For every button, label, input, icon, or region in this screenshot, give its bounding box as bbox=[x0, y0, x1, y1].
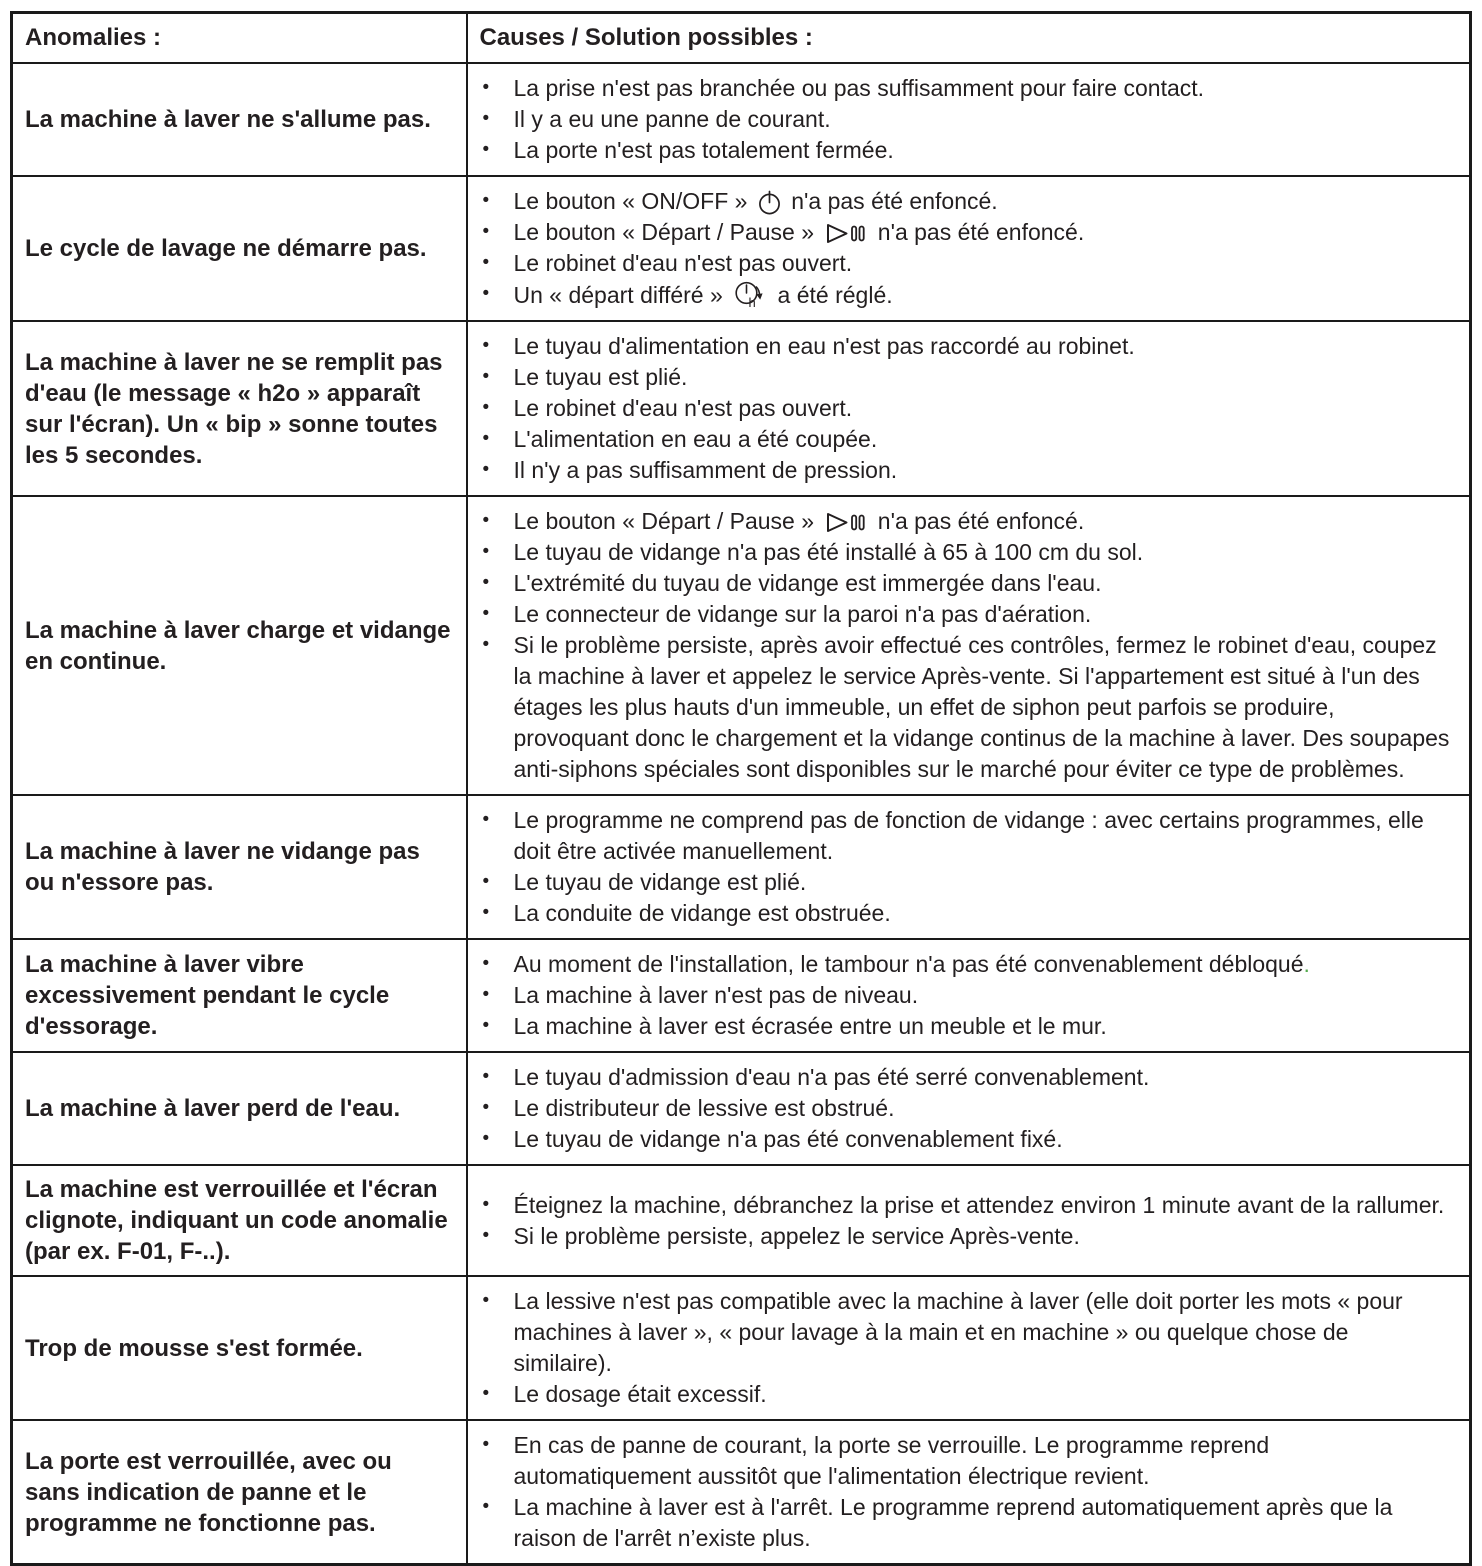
header-anomalies: Anomalies : bbox=[12, 13, 467, 64]
power-icon bbox=[758, 189, 781, 216]
cause-item bbox=[468, 104, 1452, 135]
bullet-icon: • bbox=[482, 572, 490, 593]
bullet-icon: • bbox=[482, 108, 490, 129]
cause-item bbox=[468, 980, 1452, 1011]
causes-list bbox=[468, 1286, 1452, 1410]
delay-timer-icon bbox=[733, 279, 767, 310]
cause-text-segment: Le bouton « ON/OFF » bbox=[513, 188, 754, 214]
bullet-icon: • bbox=[482, 510, 490, 531]
table-row bbox=[12, 176, 1471, 321]
bullet-icon: • bbox=[482, 428, 490, 449]
cause-item bbox=[468, 1124, 1452, 1155]
cause-text-segment: Un « départ différé » bbox=[513, 282, 730, 308]
cause-text-segment: L'extrémité du tuyau de vidange est immergée dans l'eau. bbox=[513, 570, 1102, 596]
causes-list bbox=[468, 331, 1452, 486]
cause-text-segment: L'alimentation en eau a été coupée. bbox=[513, 426, 878, 452]
bullet-icon: • bbox=[482, 283, 490, 304]
bullet-icon: • bbox=[482, 634, 490, 655]
anomaly-cell: Le cycle de lavage ne démarre pas. bbox=[12, 176, 467, 321]
bullet-icon: • bbox=[482, 1193, 490, 1215]
anomaly-cell: La machine à laver charge et vidange en continue. bbox=[12, 496, 467, 795]
bullet-icon: • bbox=[482, 139, 490, 160]
cause-text-segment: . bbox=[1303, 951, 1310, 977]
cause-text-segment: La porte n'est pas totalement fermée. bbox=[513, 137, 894, 163]
cause-item bbox=[468, 568, 1452, 599]
cause-text-segment: Éteignez la machine, débranchez la prise et attendez environ 1 minute avant de la rallumer. bbox=[513, 1191, 1445, 1218]
table-row bbox=[12, 1420, 1471, 1565]
cause-item bbox=[468, 248, 1452, 279]
cause-item bbox=[468, 279, 1452, 311]
cause-item bbox=[468, 805, 1452, 867]
table-header bbox=[12, 13, 1471, 64]
cause-text-segment: a été réglé. bbox=[771, 282, 893, 308]
cause-item bbox=[468, 424, 1452, 455]
cause-text-segment: Il n'y a pas suffisamment de pression. bbox=[513, 457, 898, 483]
cause-item bbox=[468, 1093, 1452, 1124]
header-row bbox=[12, 13, 1471, 64]
causes-list bbox=[468, 805, 1452, 929]
anomaly-cell: La machine à laver ne s'allume pas. bbox=[12, 63, 467, 176]
causes-list bbox=[468, 1062, 1452, 1155]
cause-item bbox=[468, 73, 1452, 104]
cause-item bbox=[468, 506, 1452, 537]
table-body bbox=[12, 63, 1471, 1565]
cause-item bbox=[468, 1286, 1452, 1379]
cause-text-segment: Au moment de l'installation, le tambour n'a pas été convenablement débloqué bbox=[513, 951, 1304, 977]
cause-text-segment: Le connecteur de vidange sur la paroi n'a pas d'aération. bbox=[513, 601, 1092, 627]
causes-cell bbox=[467, 1276, 1471, 1420]
bullet-icon: • bbox=[482, 541, 490, 562]
cause-item bbox=[468, 217, 1452, 248]
anomaly-cell: La machine à laver ne vidange pas ou n'essore pas. bbox=[12, 795, 467, 939]
table-row bbox=[12, 1052, 1471, 1165]
bullet-icon: • bbox=[482, 1097, 490, 1118]
table-row bbox=[12, 321, 1471, 496]
bullet-icon: • bbox=[482, 1383, 490, 1404]
cause-text-segment: La machine à laver est à l'arrêt. Le programme reprend automatiquement après que la raison de l'arrêt n’existe plus. bbox=[513, 1494, 1393, 1551]
bullet-icon: • bbox=[482, 459, 490, 480]
cause-text-segment: n'a pas été enfoncé. bbox=[871, 219, 1085, 245]
cause-item bbox=[468, 1430, 1452, 1492]
cause-item bbox=[468, 135, 1452, 166]
cause-item bbox=[468, 1011, 1452, 1042]
causes-cell bbox=[467, 63, 1471, 176]
troubleshooting-table bbox=[10, 11, 1472, 1566]
cause-text-segment: Le robinet d'eau n'est pas ouvert. bbox=[513, 250, 853, 276]
cause-text-segment: Le distributeur de lessive est obstrué. bbox=[513, 1095, 895, 1121]
causes-list bbox=[468, 949, 1452, 1042]
cause-item bbox=[468, 393, 1452, 424]
causes-cell bbox=[467, 1165, 1471, 1276]
anomaly-cell: Trop de mousse s'est formée. bbox=[12, 1276, 467, 1420]
bullet-icon: • bbox=[482, 1224, 490, 1246]
cause-item bbox=[468, 537, 1452, 568]
cause-text-segment: La machine à laver n'est pas de niveau. bbox=[513, 982, 919, 1008]
cause-text-segment: La prise n'est pas branchée ou pas suffisamment pour faire contact. bbox=[513, 75, 1205, 101]
cause-item bbox=[468, 630, 1452, 785]
bullet-icon: • bbox=[482, 603, 490, 624]
bullet-icon: • bbox=[482, 221, 490, 242]
bullet-icon: • bbox=[482, 902, 490, 923]
bullet-icon: • bbox=[482, 252, 490, 273]
cause-text-segment: Le bouton « Départ / Pause » bbox=[513, 508, 821, 534]
bullet-icon: • bbox=[482, 190, 490, 211]
cause-item bbox=[468, 949, 1452, 980]
bullet-icon: • bbox=[482, 1496, 490, 1517]
causes-list bbox=[468, 1430, 1452, 1554]
header-causes: Causes / Solution possibles : bbox=[467, 13, 1471, 64]
cause-item bbox=[468, 362, 1452, 393]
cause-text-segment: Le tuyau de vidange n'a pas été installé à 65 à 100 cm du sol. bbox=[513, 539, 1144, 565]
cause-text-segment: Le tuyau de vidange n'a pas été convenablement fixé. bbox=[513, 1126, 1063, 1152]
anomaly-cell: La porte est verrouillée, avec ou sans indication de panne et le programme ne fonctionne pas. bbox=[12, 1420, 467, 1565]
bullet-icon: • bbox=[482, 1066, 490, 1087]
bullet-icon: • bbox=[482, 1290, 490, 1311]
cause-item bbox=[468, 898, 1452, 929]
cause-text-segment: La machine à laver est écrasée entre un meuble et le mur. bbox=[513, 1013, 1107, 1039]
causes-cell bbox=[467, 496, 1471, 795]
cause-text-segment: Le tuyau d'admission d'eau n'a pas été serré convenablement. bbox=[513, 1064, 1150, 1090]
cause-item bbox=[468, 1221, 1452, 1252]
causes-cell bbox=[467, 321, 1471, 496]
table-row bbox=[12, 1276, 1471, 1420]
cause-text-segment: Le robinet d'eau n'est pas ouvert. bbox=[513, 395, 853, 421]
svg-text:h: h bbox=[748, 295, 756, 310]
cause-text-segment: En cas de panne de courant, la porte se verrouille. Le programme reprend automatiquement aussitôt que l'alimentation électrique revient. bbox=[513, 1432, 1270, 1489]
cause-text-segment: Le tuyau d'alimentation en eau n'est pas raccordé au robinet. bbox=[513, 333, 1135, 359]
anomaly-cell: La machine à laver ne se remplit pas d'eau (le message « h2o » apparaît sur l'écran). Un « bip » sonne toutes les 5 secondes. bbox=[12, 321, 467, 496]
cause-item bbox=[468, 455, 1452, 486]
table-row bbox=[12, 939, 1471, 1052]
cause-text-segment: Le tuyau de vidange est plié. bbox=[513, 869, 807, 895]
cause-text-segment: Le programme ne comprend pas de fonction de vidange : avec certains programmes, elle doit être activée manuellement. bbox=[513, 807, 1424, 864]
cause-text-segment: Si le problème persiste, après avoir effectué ces contrôles, fermez le robinet d'eau, coupez la machine à laver et appelez le service Après-vente. Si l'appartement est situé à l'un des étages les plus hauts d'un immeuble, un effet de siphon peut parfois se produire, provoquant donc le chargement et la vidange continus de la machine à laver. Des soupapes anti-siphons spéciales sont disponibles sur le marché pour éviter ce type de problèmes. bbox=[513, 632, 1450, 782]
causes-list bbox=[468, 186, 1452, 311]
bullet-icon: • bbox=[482, 366, 490, 387]
cause-text-segment: n'a pas été enfoncé. bbox=[784, 188, 998, 214]
cause-text-segment: La conduite de vidange est obstruée. bbox=[513, 900, 891, 926]
bullet-icon: • bbox=[482, 335, 490, 356]
bullet-icon: • bbox=[482, 809, 490, 830]
table-row bbox=[12, 795, 1471, 939]
cause-item bbox=[468, 1190, 1452, 1221]
cause-item bbox=[468, 867, 1452, 898]
causes-list bbox=[468, 506, 1452, 785]
bullet-icon: • bbox=[482, 984, 490, 1005]
causes-cell bbox=[467, 1420, 1471, 1565]
cause-item bbox=[468, 1492, 1452, 1554]
causes-list bbox=[468, 73, 1452, 166]
cause-text-segment: Si le problème persiste, appelez le service Après-vente. bbox=[513, 1222, 1080, 1249]
cause-text-segment: Le tuyau est plié. bbox=[513, 364, 688, 390]
causes-cell bbox=[467, 1052, 1471, 1165]
bullet-icon: • bbox=[482, 77, 490, 98]
cause-item bbox=[468, 1062, 1452, 1093]
anomaly-cell: La machine est verrouillée et l'écran clignote, indiquant un code anomalie (par ex. F-01, F-..). bbox=[12, 1165, 467, 1276]
cause-text-segment: Il y a eu une panne de courant. bbox=[513, 106, 831, 132]
anomaly-cell: La machine à laver vibre excessivement pendant le cycle d'essorage. bbox=[12, 939, 467, 1052]
bullet-icon: • bbox=[482, 871, 490, 892]
table-row bbox=[12, 1165, 1471, 1276]
cause-item bbox=[468, 186, 1452, 217]
cause-text-segment: n'a pas été enfoncé. bbox=[871, 508, 1085, 534]
cause-text-segment: Le bouton « Départ / Pause » bbox=[513, 219, 821, 245]
table-row bbox=[12, 63, 1471, 176]
causes-cell bbox=[467, 939, 1471, 1052]
cause-item bbox=[468, 599, 1452, 630]
start-pause-icon bbox=[824, 220, 867, 247]
causes-cell bbox=[467, 795, 1471, 939]
start-pause-icon bbox=[824, 509, 867, 536]
bullet-icon: • bbox=[482, 397, 490, 418]
anomaly-cell: La machine à laver perd de l'eau. bbox=[12, 1052, 467, 1165]
cause-text-segment: La lessive n'est pas compatible avec la machine à laver (elle doit porter les mots « pour machines à laver », « pour lavage à la main et en machine » ou quelque chose de similaire). bbox=[513, 1288, 1403, 1376]
bullet-icon: • bbox=[482, 1434, 490, 1455]
cause-item bbox=[468, 331, 1452, 362]
bullet-icon: • bbox=[482, 1015, 490, 1036]
table-row bbox=[12, 496, 1471, 795]
causes-cell bbox=[467, 176, 1471, 321]
causes-list bbox=[468, 1190, 1452, 1252]
cause-text-segment: Le dosage était excessif. bbox=[513, 1381, 767, 1407]
bullet-icon: • bbox=[482, 1128, 490, 1149]
bullet-icon: • bbox=[482, 953, 490, 974]
